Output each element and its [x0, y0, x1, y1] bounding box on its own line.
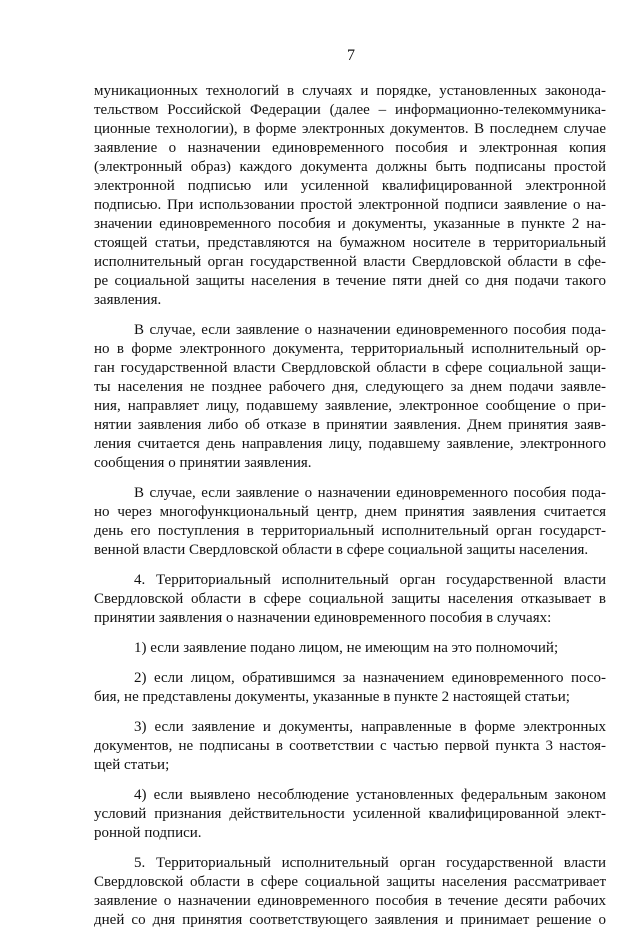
paragraph: [94, 321, 606, 473]
text-line: ган государственной власти Свердловской области в сфере социальной защи-: [94, 360, 606, 376]
text-line: ления считается день направления лицу, подавшему заявление, электронного: [94, 436, 606, 452]
text-line: муникационных технологий в случаях и порядке, установленных законода-: [94, 83, 606, 99]
text-line: но через многофункциональный центр, днем принятия заявления считается: [94, 504, 606, 520]
text-line: документов, не подписаны в соответствии с частью первой пункта 3 настоя-: [94, 738, 606, 754]
text-line: 5. Территориальный исполнительный орган государственной власти: [134, 855, 606, 871]
text-line: щей статьи;: [94, 757, 170, 773]
text-line: В случае, если заявление о назначении единовременного пособия пода-: [134, 322, 606, 338]
paragraph: [94, 639, 606, 658]
text-line: заявление о назначении единовременного пособия и электронная копия: [94, 140, 606, 156]
paragraph: [94, 571, 606, 628]
text-line: 4) если выявлено несоблюдение установленных федеральным законом: [134, 787, 606, 803]
text-line: 3) если заявление и документы, направленные в форме электронных: [134, 719, 606, 735]
text-line: (электронный образ) каждого документа должны быть подписаны простой: [94, 159, 606, 175]
text-line: В случае, если заявление о назначении единовременного пособия пода-: [134, 485, 606, 501]
text-line: ния, направляет лицу, подавшему заявление, электронное сообщение о при-: [94, 398, 606, 414]
text-line: ты населения не позднее рабочего дня, следующего за днем подачи заявле-: [94, 379, 606, 395]
text-line: условий признания действительности усиленной квалифицированной элект-: [94, 806, 606, 822]
text-line: ционные технологии), в форме электронных документов. В последнем случае: [94, 121, 606, 137]
text-line: значении единовременного пособия и документы, указанные в пункте 2 на-: [94, 216, 606, 232]
text-line: принятии заявления о назначении единовременного пособия в случаях:: [94, 610, 552, 626]
text-line: Свердловской области в сфере социальной защиты населения отказывает в: [94, 591, 606, 607]
text-line: 1) если заявление подано лицом, не имеющим на это полномочий;: [134, 640, 559, 656]
paragraph: [94, 786, 606, 843]
text-line: но в форме электронного документа, территориальный исполнительный ор-: [94, 341, 606, 357]
text-line: день его поступления в территориальный исполнительный орган государст-: [94, 523, 606, 539]
text-line: подписью. При использовании простой электронной подписи заявление о на-: [94, 197, 606, 213]
text-line: 4. Территориальный исполнительный орган государственной власти: [134, 572, 606, 588]
text-line: сообщения о принятии заявления.: [94, 455, 312, 471]
text-line: бия, не представлены документы, указанные в пункте 2 настоящей статьи;: [94, 689, 570, 705]
page-number: 7: [347, 47, 355, 64]
paragraph: [94, 854, 606, 930]
text-line: венной власти Свердловской области в сфере социальной защиты населения.: [94, 542, 589, 558]
document-body: [94, 82, 606, 930]
text-line: заявления.: [94, 292, 162, 308]
text-line: нятии заявления либо об отказе в принятии заявления. Днем принятия заяв-: [94, 417, 606, 433]
paragraph: [94, 484, 606, 560]
text-line: стоящей статьи, представляются на бумажном носителе в территориальный: [94, 235, 606, 251]
text-line: дней со дня принятия соответствующего заявления и принимает решение о: [94, 912, 606, 928]
text-line: 2) если лицом, обратившимся за назначением единовременного посо-: [134, 670, 606, 686]
paragraph: [94, 669, 606, 707]
text-line: Свердловской области в сфере социальной защиты населения рассматривает: [94, 874, 606, 890]
text-line: исполнительный орган государственной власти Свердловской области в сфе-: [94, 254, 606, 270]
paragraph: [94, 82, 606, 310]
text-line: ре социальной защиты населения в течение пяти дней со дня подачи такого: [94, 273, 606, 289]
paragraph: [94, 718, 606, 775]
text-line: тельством Российской Федерации (далее – информационно-телекоммуника-: [94, 102, 606, 118]
text-line: заявление о назначении единовременного пособия в течение десяти рабочих: [94, 893, 606, 909]
text-line: ронной подписи.: [94, 825, 202, 841]
text-line: электронной подписью или усиленной квалифицированной электронной: [94, 178, 606, 194]
